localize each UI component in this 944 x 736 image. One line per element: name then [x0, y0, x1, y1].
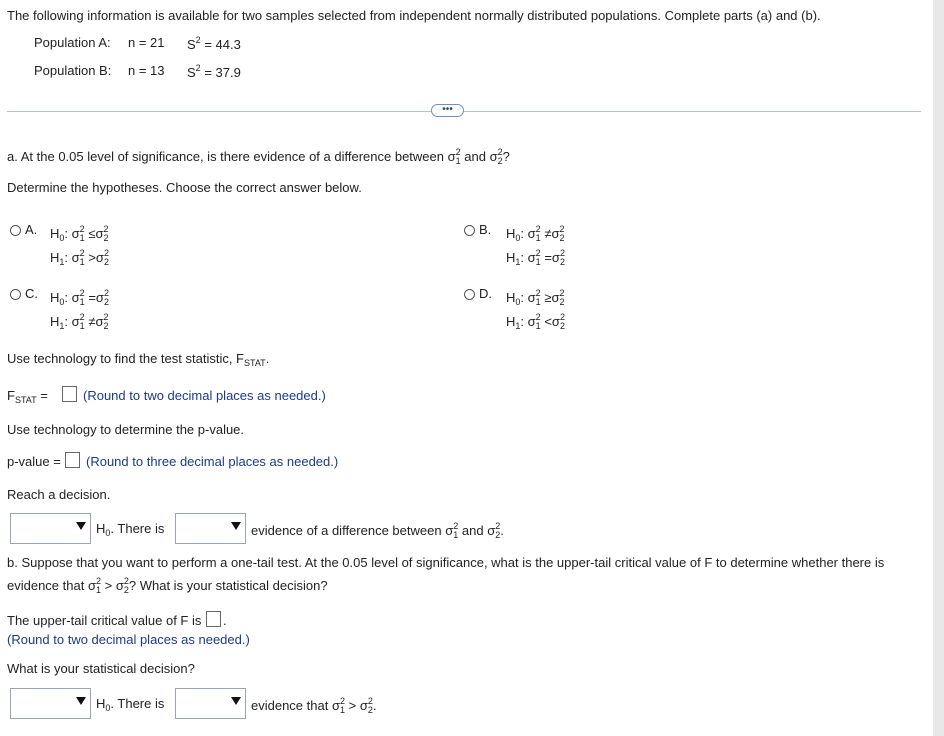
decision-prompt-a: Reach a decision. — [7, 487, 111, 502]
more-options-button[interactable]: ••• — [431, 104, 464, 117]
fstat-instruction: Use technology to find the test statistic, $F_{STAT}$. — [7, 351, 270, 368]
option-b-h1: $H_1$: $\sigma_1^2 =\sigma_2^2$ — [506, 248, 565, 267]
pvalue-input[interactable] — [65, 452, 80, 468]
fstat-instruction-text: Use technology to find the test statistic, F — [7, 351, 245, 366]
evidence-that-text: evidence that — [251, 698, 329, 713]
fstat-label-eq: = — [40, 388, 48, 403]
part-b-question-post: ? What is your statistical decision? — [128, 578, 328, 593]
option-d-h1: $H_1$: $\sigma_1^2 <\sigma_2^2$ — [506, 312, 565, 331]
option-b-label: B. — [479, 222, 492, 237]
option-c-h0: $H_0$: $\sigma_1^2 =\sigma_2^2$ — [50, 288, 109, 307]
part-a-question-end: ? — [502, 149, 510, 164]
option-b-h1-operator: = — [544, 250, 552, 265]
critical-value-hint: (Round to two decimal places as needed.) — [7, 632, 250, 647]
option-b-h0-operator: ≠ — [544, 226, 552, 241]
decision-h0-there-is-a: . There is — [110, 521, 165, 536]
evidence-text-b: evidence that $\sigma_1^2 > \sigma_2^2$. — [251, 696, 377, 715]
option-a-h1: $H_1$: $\sigma_1^2 >\sigma_2^2$ — [50, 248, 109, 267]
option-b-radio[interactable] — [464, 225, 475, 236]
population-b-label: Population B: — [34, 63, 112, 78]
section-divider — [7, 111, 921, 112]
hypotheses-instruction: Determine the hypotheses. Choose the correct answer below. — [7, 180, 362, 195]
chevron-down-icon — [231, 522, 241, 530]
decision-text-b: $H_0$. There is — [96, 696, 165, 713]
decision-text-a: $H_0$. There is — [96, 521, 165, 538]
evidence-dropdown-b[interactable] — [175, 688, 246, 719]
part-b-question-pre: evidence that — [7, 578, 85, 593]
option-c-radio[interactable] — [10, 289, 21, 300]
part-a-question-text: a. At the 0.05 level of significance, is there evidence of a difference between — [7, 149, 444, 164]
population-b-variance: $S^2 = 37.9$ — [187, 63, 241, 80]
option-c-h1-operator: ≠ — [88, 314, 96, 329]
evidence-and-text: and — [461, 523, 484, 538]
option-d-radio[interactable] — [464, 289, 475, 300]
population-a-label: Population A: — [34, 35, 111, 50]
scrollbar[interactable] — [933, 0, 944, 736]
option-a-h1-operator: > — [88, 250, 96, 265]
option-d-h1-operator: < — [544, 314, 552, 329]
option-b[interactable] — [464, 222, 491, 237]
decision-h0-there-is-b: . There is — [110, 696, 165, 711]
fstat-hint: (Round to two decimal places as needed.) — [83, 388, 326, 403]
part-a-question: a. At the 0.05 level of significance, is there evidence of a difference between $\sigma_1^2$ and $\sigma_2^2$? — [7, 147, 510, 166]
option-a-h0-operator: ≤ — [88, 226, 96, 241]
decision-prompt-b: What is your statistical decision? — [7, 661, 195, 676]
reject-decision-dropdown-b[interactable] — [10, 688, 91, 719]
option-d-h0-operator: ≥ — [544, 290, 552, 305]
chevron-down-icon — [76, 522, 86, 530]
option-d[interactable] — [464, 286, 492, 301]
critical-value-period: . — [223, 613, 227, 628]
part-a-question-and: and — [464, 149, 486, 164]
option-a-h0: $H_0$: $\sigma_1^2 \le\sigma_2^2$ — [50, 224, 109, 243]
pvalue-instruction: Use technology to determine the p-value. — [7, 422, 245, 437]
critical-value-label: The upper-tail critical value of F is — [7, 613, 202, 628]
option-a-label: A. — [25, 222, 38, 237]
pvalue-hint: (Round to three decimal places as needed.) — [86, 454, 339, 469]
option-c[interactable] — [10, 286, 38, 301]
option-c-h1: $H_1$: $\sigma_1^2 \ne\sigma_2^2$ — [50, 312, 109, 331]
option-c-h0-operator: = — [88, 290, 96, 305]
option-a[interactable] — [10, 222, 37, 237]
option-b-h0: $H_0$: $\sigma_1^2 \ne\sigma_2^2$ — [506, 224, 565, 243]
population-a-variance: $S^2 = 44.3$ — [187, 35, 241, 52]
reject-decision-dropdown-a[interactable] — [10, 513, 91, 544]
fstat-input[interactable] — [62, 386, 77, 402]
population-b-n: n = 13 — [128, 63, 165, 78]
option-d-h0: $H_0$: $\sigma_1^2 \ge\sigma_2^2$ — [506, 288, 565, 307]
fstat-instruction-sub: STAT — [244, 358, 266, 368]
part-b-question-line1: b. Suppose that you want to perform a one-tail test. At the 0.05 level of significance, what is the upper-tail critical value of F to determine whether there is — [7, 555, 885, 570]
part-b-question-line2: evidence that $\sigma_1^2 > \sigma_2^2$? What is your statistical decision? — [7, 576, 328, 595]
chevron-down-icon — [231, 697, 241, 705]
fstat-label: $F_{STAT}$ = — [7, 388, 48, 405]
fstat-label-sub: STAT — [14, 395, 37, 405]
intro-text: The following information is available for two samples selected from independent normally distributed populations. Complete parts (a) and (b). — [7, 8, 821, 23]
critical-value-input[interactable] — [206, 611, 221, 627]
option-d-label: D. — [479, 286, 492, 301]
population-b-variance-value: = 37.9 — [204, 65, 241, 80]
option-c-label: C. — [25, 286, 38, 301]
population-a-n: n = 21 — [128, 35, 165, 50]
population-a-variance-value: = 44.3 — [204, 37, 241, 52]
chevron-down-icon — [76, 697, 86, 705]
evidence-text-a: evidence of a difference between $\sigma_1^2$ and $\sigma_2^2$. — [251, 521, 504, 540]
option-a-radio[interactable] — [10, 225, 21, 236]
pvalue-label: p-value = — [7, 454, 61, 469]
evidence-diff-text: evidence of a difference between — [251, 523, 442, 538]
evidence-dropdown-a[interactable] — [175, 513, 246, 544]
